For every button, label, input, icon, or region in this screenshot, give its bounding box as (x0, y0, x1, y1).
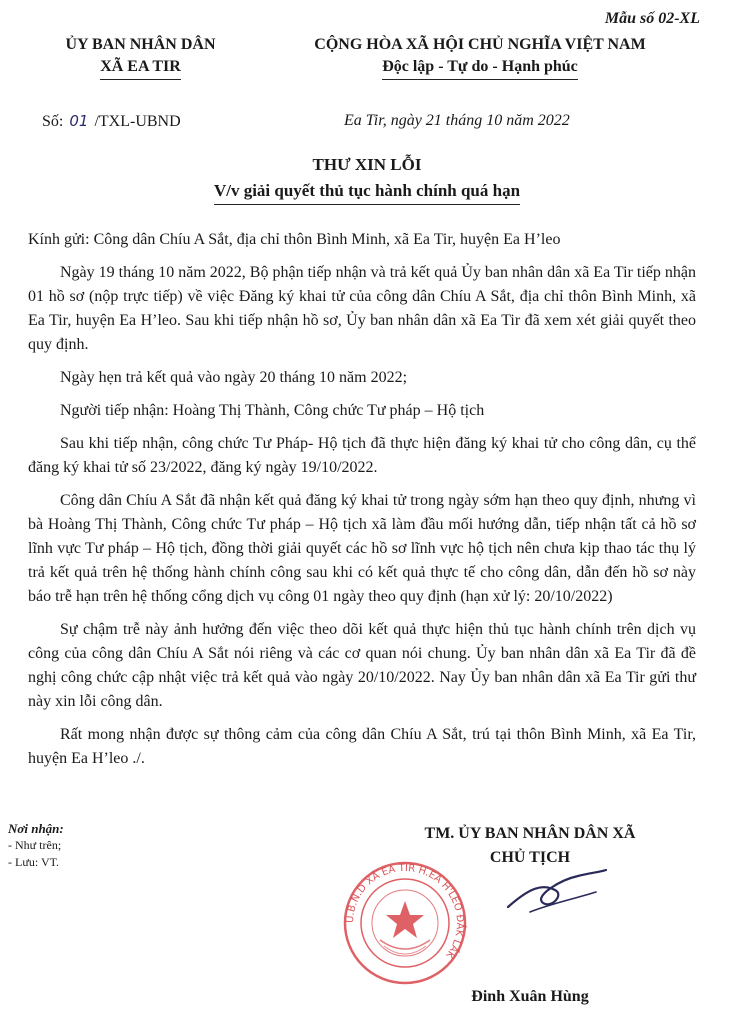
sign-line-1: TM. ỦY BAN NHÂN DÂN XÃ (424, 825, 636, 842)
issuing-organization (48, 34, 233, 80)
doc-no-handwritten: 01 (69, 112, 89, 130)
paragraph-1: Ngày 19 tháng 10 năm 2022, Bộ phận tiếp nhận và trả kết quả Ủy ban nhân dân xã Ea Tir tiếp nhận 01 hồ sơ (nộp trực tiếp) về việc Đăng ký khai tử của công dân Chíu A Sắt, địa chỉ thôn Bình Minh, xã Ea Tir, huyện Ea H’leo. Sau khi tiếp nhận hồ sơ, Ủy ban nhân dân xã Ea Tir đã xem xét giải quyết theo quy định. (28, 264, 696, 353)
paragraph-5: Công dân Chíu A Sắt đã nhận kết quả đăng ký khai tử trong ngày sớm hạn theo quy định, nhưng vì bà Hoàng Thị Thành, Công chức Tư pháp – Hộ tịch xã làm đầu mối hướng dẫn, tiếp nhận tất cả hồ sơ lĩnh vực Tư pháp – Hộ tịch, đồng thời giải quyết các hồ sơ lĩnh vực hộ tịch nên chưa kịp thao tác thụ lý trả kết quả trên hệ thống hành chính công sau khi có kết quả thực tế cho công dân, dẫn đến hồ sơ này báo trễ hạn trên hệ thống cổng dịch vụ công 01 ngày theo quy định (hạn xử lý: 20/10/2022) (28, 492, 696, 605)
stamp-star-icon (386, 901, 424, 938)
handwritten-signature (500, 862, 610, 922)
form-code: Mẫu số 02-XL (604, 10, 700, 27)
paragraph-2: Ngày hẹn trả kết quả vào ngày 20 tháng 10 năm 2022; (60, 369, 408, 386)
recipients-block (8, 820, 64, 871)
national-motto (270, 34, 690, 80)
recipient-item: - Như trên; (8, 838, 62, 852)
org-line-2: XÃ EA TIR (100, 56, 181, 80)
addressee: Kính gửi: Công dân Chíu A Sắt, địa chỉ thôn Bình Minh, xã Ea Tir, huyện Ea H’leo (28, 231, 561, 248)
official-stamp (340, 858, 470, 988)
place-date: Ea Tir, ngày 21 tháng 10 năm 2022 (344, 112, 570, 129)
nation-line-2: Độc lập - Tự do - Hạnh phúc (382, 56, 578, 80)
paragraph-3: Người tiếp nhận: Hoàng Thị Thành, Công chức Tư pháp – Hộ tịch (60, 402, 485, 419)
recipient-item: - Lưu: VT. (8, 855, 60, 869)
paragraph-7: Rất mong nhận được sự thông cảm của công dân Chíu A Sắt, trú tại thôn Bình Minh, xã Ea Tir, huyện Ea H’leo ./. (28, 726, 696, 767)
nation-line-1: CỘNG HÒA XÃ HỘI CHỦ NGHĨA VIỆT NAM (314, 36, 646, 53)
letter-body (28, 228, 696, 780)
document-title (0, 152, 734, 205)
org-line-1: ỦY BAN NHÂN DÂN (65, 36, 216, 53)
document-number (42, 112, 181, 131)
doc-no-prefix: Số: (42, 113, 64, 130)
paragraph-4: Sau khi tiếp nhận, công chức Tư Pháp- Hộ tịch đã thực hiện đăng ký khai tử cho công dân, cụ thể đăng ký khai tử số 23/2022, đăng ký ngày 19/10/2022. (28, 435, 696, 476)
stamp-text: U.B.N.D XÃ EA TIR H.EA H'LEO ĐẮK LẮK (344, 862, 466, 961)
sign-line-2: CHỦ TỊCH (489, 849, 571, 866)
title-subject: V/v giải quyết thủ tục hành chính quá hạn (214, 178, 520, 205)
recipients-label: Nơi nhận: (8, 821, 64, 836)
signer-name: Đinh Xuân Hùng (471, 988, 589, 1005)
doc-no-suffix: /TXL-UBND (94, 113, 181, 130)
paragraph-6: Sự chậm trễ này ảnh hưởng đến việc theo dõi kết quả thực hiện thủ tục hành chính trên dịch vụ công của công dân Chíu A Sắt nói riêng và các cơ quan nói chung. Ủy ban nhân dân xã Ea Tir đã đề nghị công chức cập nhật việc trả kết quả vào ngày 20/10/2022. Nay Ủy ban nhân dân xã Ea Tir gửi thư này xin lỗi công dân. (28, 621, 696, 710)
title-main: THƯ XIN LỖI (312, 155, 422, 174)
